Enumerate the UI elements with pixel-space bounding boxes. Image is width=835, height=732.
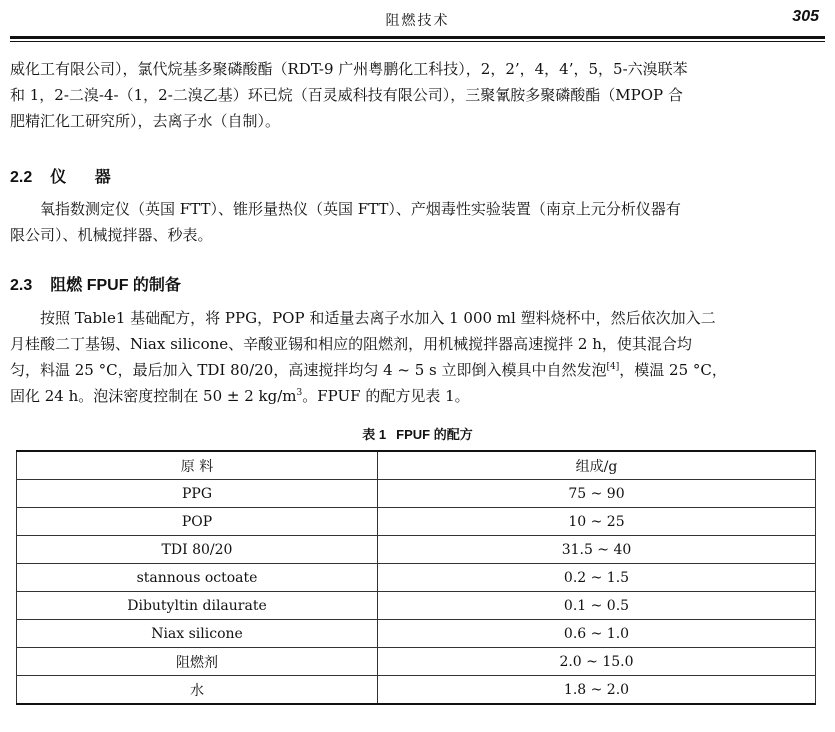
preparation-paragraph [10, 305, 820, 409]
table-row [17, 508, 816, 536]
table-caption-title: FPUF 的配方 [396, 427, 473, 442]
composition-cell: 0.2 ~ 1.5 [378, 564, 816, 592]
section-title: 阻燃 FPUF 的制备 [50, 277, 181, 294]
table-row [17, 620, 816, 648]
table-row [17, 648, 816, 676]
running-title: 阻燃技术 [385, 13, 450, 29]
composition-cell: 31.5 ~ 40 [378, 536, 816, 564]
preparation-line-2: 月桂酸二丁基锡、Niax silicone、辛酸亚锡和相应的阻燃剂，用机械搅拌器高速搅拌 2 h，使其混合均 [10, 335, 692, 353]
column-header-composition: 组成/g [378, 451, 816, 480]
material-cell: Dibutyltin dilaurate [17, 592, 378, 620]
table-header-row [17, 451, 816, 480]
page-number: 305 [792, 8, 819, 25]
instruments-line-2: 限公司）、机械搅拌器、秒表。 [10, 226, 213, 244]
table-caption [0, 424, 835, 443]
composition-cell: 1.8 ~ 2.0 [378, 676, 816, 705]
composition-cell: 0.6 ~ 1.0 [378, 620, 816, 648]
table-row [17, 536, 816, 564]
table-row [17, 592, 816, 620]
materials-line-1: 威化工有限公司），氯代烷基多聚磷酸酯（RDT-9 广州粤鹏化工科技），2，2’，4，4’，5，5-六溴联苯 [10, 60, 688, 78]
unit-superscript: 3 [296, 388, 303, 398]
section-heading-2-3 [10, 272, 181, 295]
preparation-line-4 [10, 383, 820, 409]
materials-line-3: 肥精汇化工研究所），去离子水（自制）。 [10, 112, 281, 130]
table-row [17, 676, 816, 705]
preparation-line-1: 按照 Table1 基础配方，将 PPG，POP 和适量去离子水加入 1 000 ml 塑料烧杯中，然后依次加入二 [40, 309, 716, 327]
header-rule-thick [10, 36, 825, 39]
material-cell: stannous octoate [17, 564, 378, 592]
table-caption-label: 表 1 [362, 427, 387, 442]
preparation-text: 。FPUF 的配方见表 1。 [302, 387, 470, 405]
materials-paragraph [10, 56, 820, 134]
instruments-line-1: 氧指数测定仪（英国 FTT）、锥形量热仪（英国 FTT）、产烟毒性实验装置（南京上元分析仪器有 [40, 200, 681, 218]
section-title: 仪 器 [50, 169, 123, 186]
instruments-paragraph [10, 196, 820, 248]
header-rule-thin [10, 41, 825, 42]
material-cell: 阻燃剂 [17, 648, 378, 676]
preparation-text: ，模温 25 °C， [619, 361, 727, 379]
material-cell: 水 [17, 676, 378, 705]
composition-cell: 2.0 ~ 15.0 [378, 648, 816, 676]
column-header-material: 原 料 [17, 451, 378, 480]
page-header [10, 8, 825, 36]
material-cell: POP [17, 508, 378, 536]
preparation-line-3 [10, 357, 820, 383]
table-row [17, 564, 816, 592]
material-cell: PPG [17, 480, 378, 508]
material-cell: Niax silicone [17, 620, 378, 648]
preparation-text: 固化 24 h。泡沫密度控制在 50 ± 2 kg/m [10, 387, 297, 405]
materials-line-2: 和 1，2-二溴-4-（1，2-二溴乙基）环已烷（百灵威科技有限公司），三聚氰胺多聚磷酸酯（MPOP 合 [10, 86, 683, 104]
preparation-text: 匀，料温 25 °C，最后加入 TDI 80/20，高速搅拌均匀 4 ~ 5 s 立即倒入模具中自然发泡 [10, 361, 607, 379]
composition-cell: 0.1 ~ 0.5 [378, 592, 816, 620]
composition-cell: 75 ~ 90 [378, 480, 816, 508]
section-heading-2-2 [10, 164, 123, 187]
fpuf-formulation-table [16, 450, 816, 705]
section-number: 2.3 [10, 277, 33, 294]
citation-reference[interactable]: [4] [606, 362, 620, 372]
section-number: 2.2 [10, 169, 33, 186]
table-row [17, 480, 816, 508]
material-cell: TDI 80/20 [17, 536, 378, 564]
composition-cell: 10 ~ 25 [378, 508, 816, 536]
